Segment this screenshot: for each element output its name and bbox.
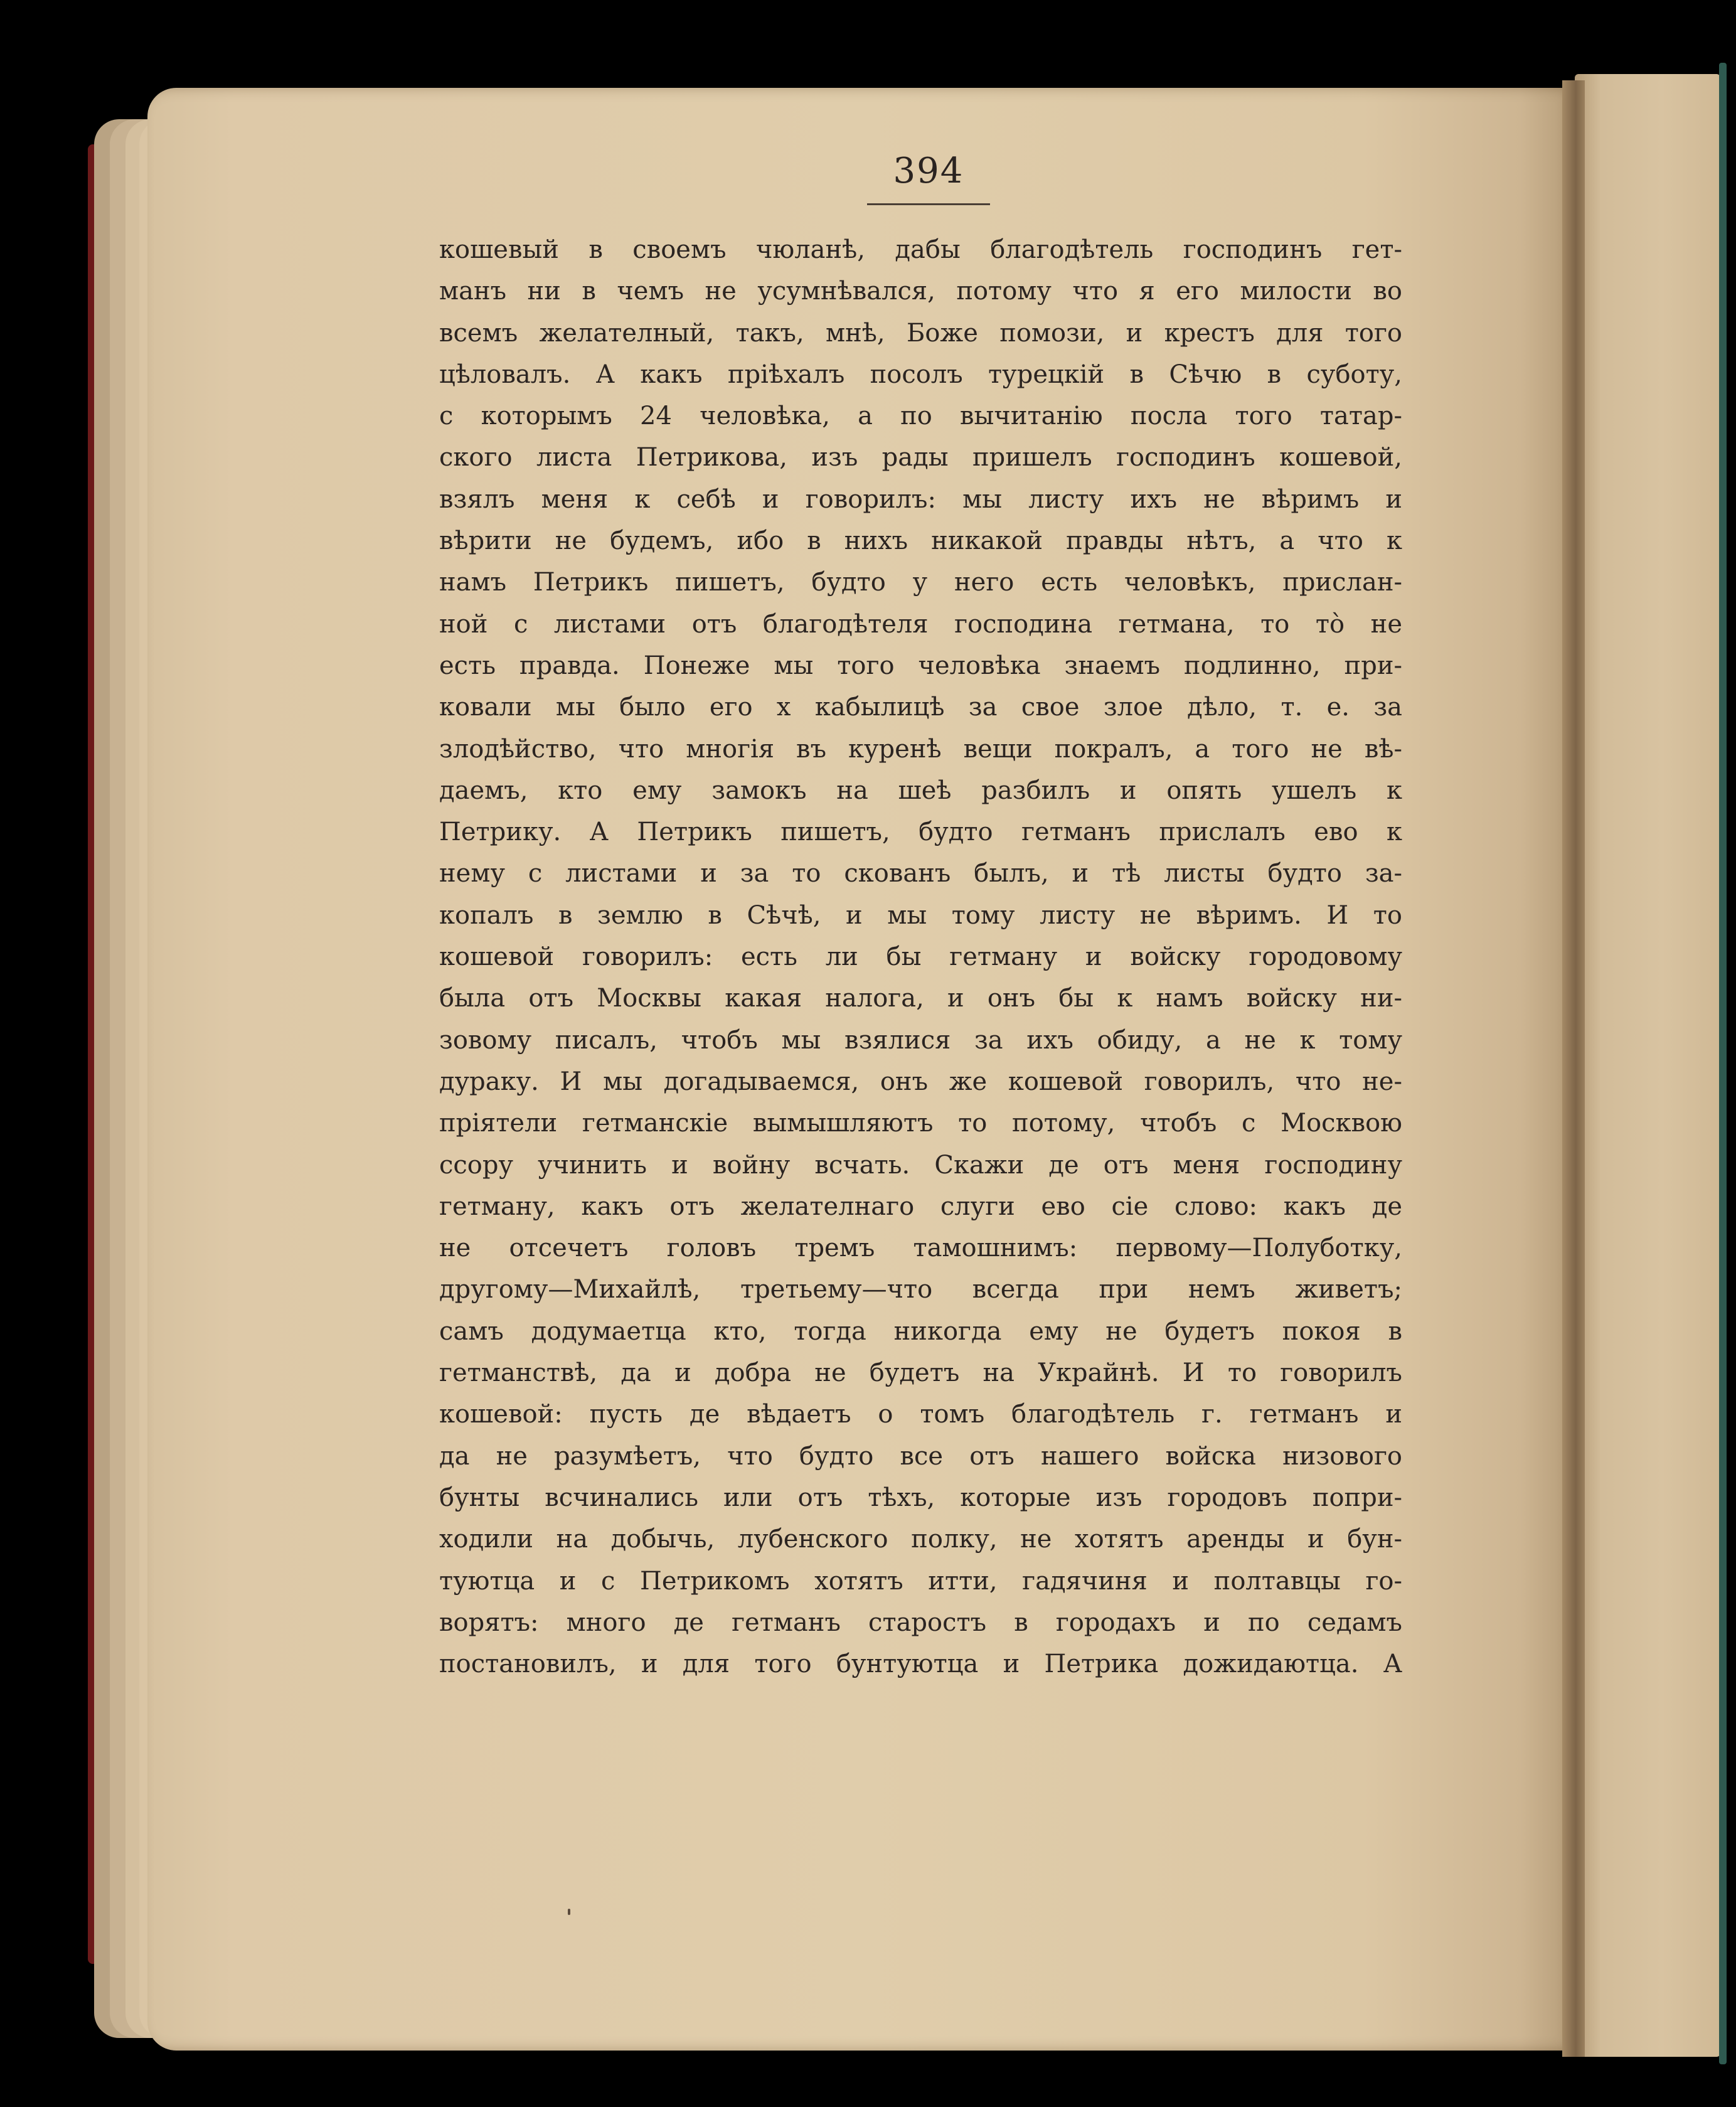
text-line: постановилъ, и для того бунтуютца и Петрика дожидаютца. А <box>439 1650 1402 1679</box>
paper-speck <box>568 1909 570 1915</box>
book-cover-edge <box>1719 63 1727 2064</box>
text-line: ского листа Петрикова, изъ рады пришелъ господинъ кошевой, <box>439 443 1402 472</box>
text-line: гетману, какъ отъ желателнаго слуги ево сiе слово: какъ де <box>439 1192 1402 1221</box>
page-number-rule <box>867 203 990 205</box>
text-line: кошевой: пусть де вѣдаетъ о томъ благодѣтель г. гетманъ и <box>439 1400 1402 1429</box>
text-line: цѣловалъ. А какъ прiѣхалъ посолъ турецкiй в Сѣчю в суботу, <box>439 360 1402 389</box>
text-line: да не разумѣетъ, что будто все отъ нашего войска низового <box>439 1441 1402 1471</box>
text-line: ворятъ: много де гетманъ старостъ в городахъ и по седамъ <box>439 1608 1402 1637</box>
body-text <box>439 229 1402 1685</box>
text-line: ходили на добычь, лубенского полку, не хотятъ аренды и бун- <box>439 1525 1402 1554</box>
text-line: бунты всчинались или отъ тѣхъ, которые изъ городовъ попри- <box>439 1483 1402 1512</box>
text-line: манъ ни в чемъ не усумнѣвался, потому что я его милости во <box>439 277 1402 306</box>
text-line: намъ Петрикъ пишетъ, будто у него есть человѣкъ, прислан- <box>439 568 1402 597</box>
text-line: другому—Михайлѣ, третьему—что всегда при немъ живетъ; <box>439 1275 1402 1304</box>
page-gutter <box>1562 80 1585 2057</box>
text-line: взялъ меня к себѣ и говорилъ: мы листу ихъ не вѣримъ и <box>439 484 1402 514</box>
text-line: дураку. И мы догадываемся, онъ же кошевой говорилъ, что не- <box>439 1067 1402 1096</box>
page-number: 394 <box>893 151 964 191</box>
text-line: гетманствѣ, да и добра не будетъ на Украйнѣ. И то говорилъ <box>439 1358 1402 1388</box>
text-line: злодѣйство, что многiя въ куренѣ вещи покралъ, а того не вѣ- <box>439 734 1402 764</box>
text-line: Петрику. А Петрикъ пишетъ, будто гетманъ прислалъ ево к <box>439 818 1402 847</box>
text-line: есть правда. Понеже мы того человѣка знаемъ подлинно, при- <box>439 651 1402 680</box>
text-line: туютца и с Петрикомъ хотятъ итти, гадячиня и полтавцы го- <box>439 1566 1402 1596</box>
text-line: с которымъ 24 человѣка, а по вычитанiю посла того татар- <box>439 402 1402 431</box>
text-line: копалъ в землю в Сѣчѣ, и мы тому листу не вѣримъ. И то <box>439 900 1402 930</box>
text-line: нему с листами и за то скованъ былъ, и тѣ листы будто за- <box>439 859 1402 888</box>
text-line: всемъ желателный, такъ, мнѣ, Боже помози, и крестъ для того <box>439 318 1402 348</box>
text-line: зовому писалъ, чтобъ мы взялися за ихъ обиду, а не к тому <box>439 1025 1402 1055</box>
text-line: вѣрити не будемъ, ибо в нихъ никакой правды нѣтъ, а что к <box>439 526 1402 556</box>
text-line: ной с листами отъ благодѣтеля господина гетмана, то тò не <box>439 609 1402 639</box>
text-line: прiятели гетманскiе вымышляютъ то потому, чтобъ с Москвою <box>439 1109 1402 1138</box>
text-line: ковали мы было его х кабылицѣ за свое злое дѣло, т. е. за <box>439 693 1402 722</box>
facing-page <box>1575 74 1720 2057</box>
text-line: была отъ Москвы какая налога, и онъ бы к намъ войску ни- <box>439 984 1402 1013</box>
text-line: даемъ, кто ему замокъ на шеѣ разбилъ и опять ушелъ к <box>439 776 1402 805</box>
text-line: не отсечетъ головъ тремъ тамошнимъ: первому—Полуботку, <box>439 1234 1402 1263</box>
text-line: самъ додумаетца кто, тогда никогда ему не будетъ покоя в <box>439 1316 1402 1346</box>
text-line: ссору учинить и войну всчать. Скажи де отъ меня господину <box>439 1150 1402 1180</box>
text-line: кошевый в своемъ чюланѣ, дабы благодѣтель господинъ гет- <box>439 235 1402 264</box>
text-line: кошевой говорилъ: есть ли бы гетману и войску городовому <box>439 942 1402 972</box>
